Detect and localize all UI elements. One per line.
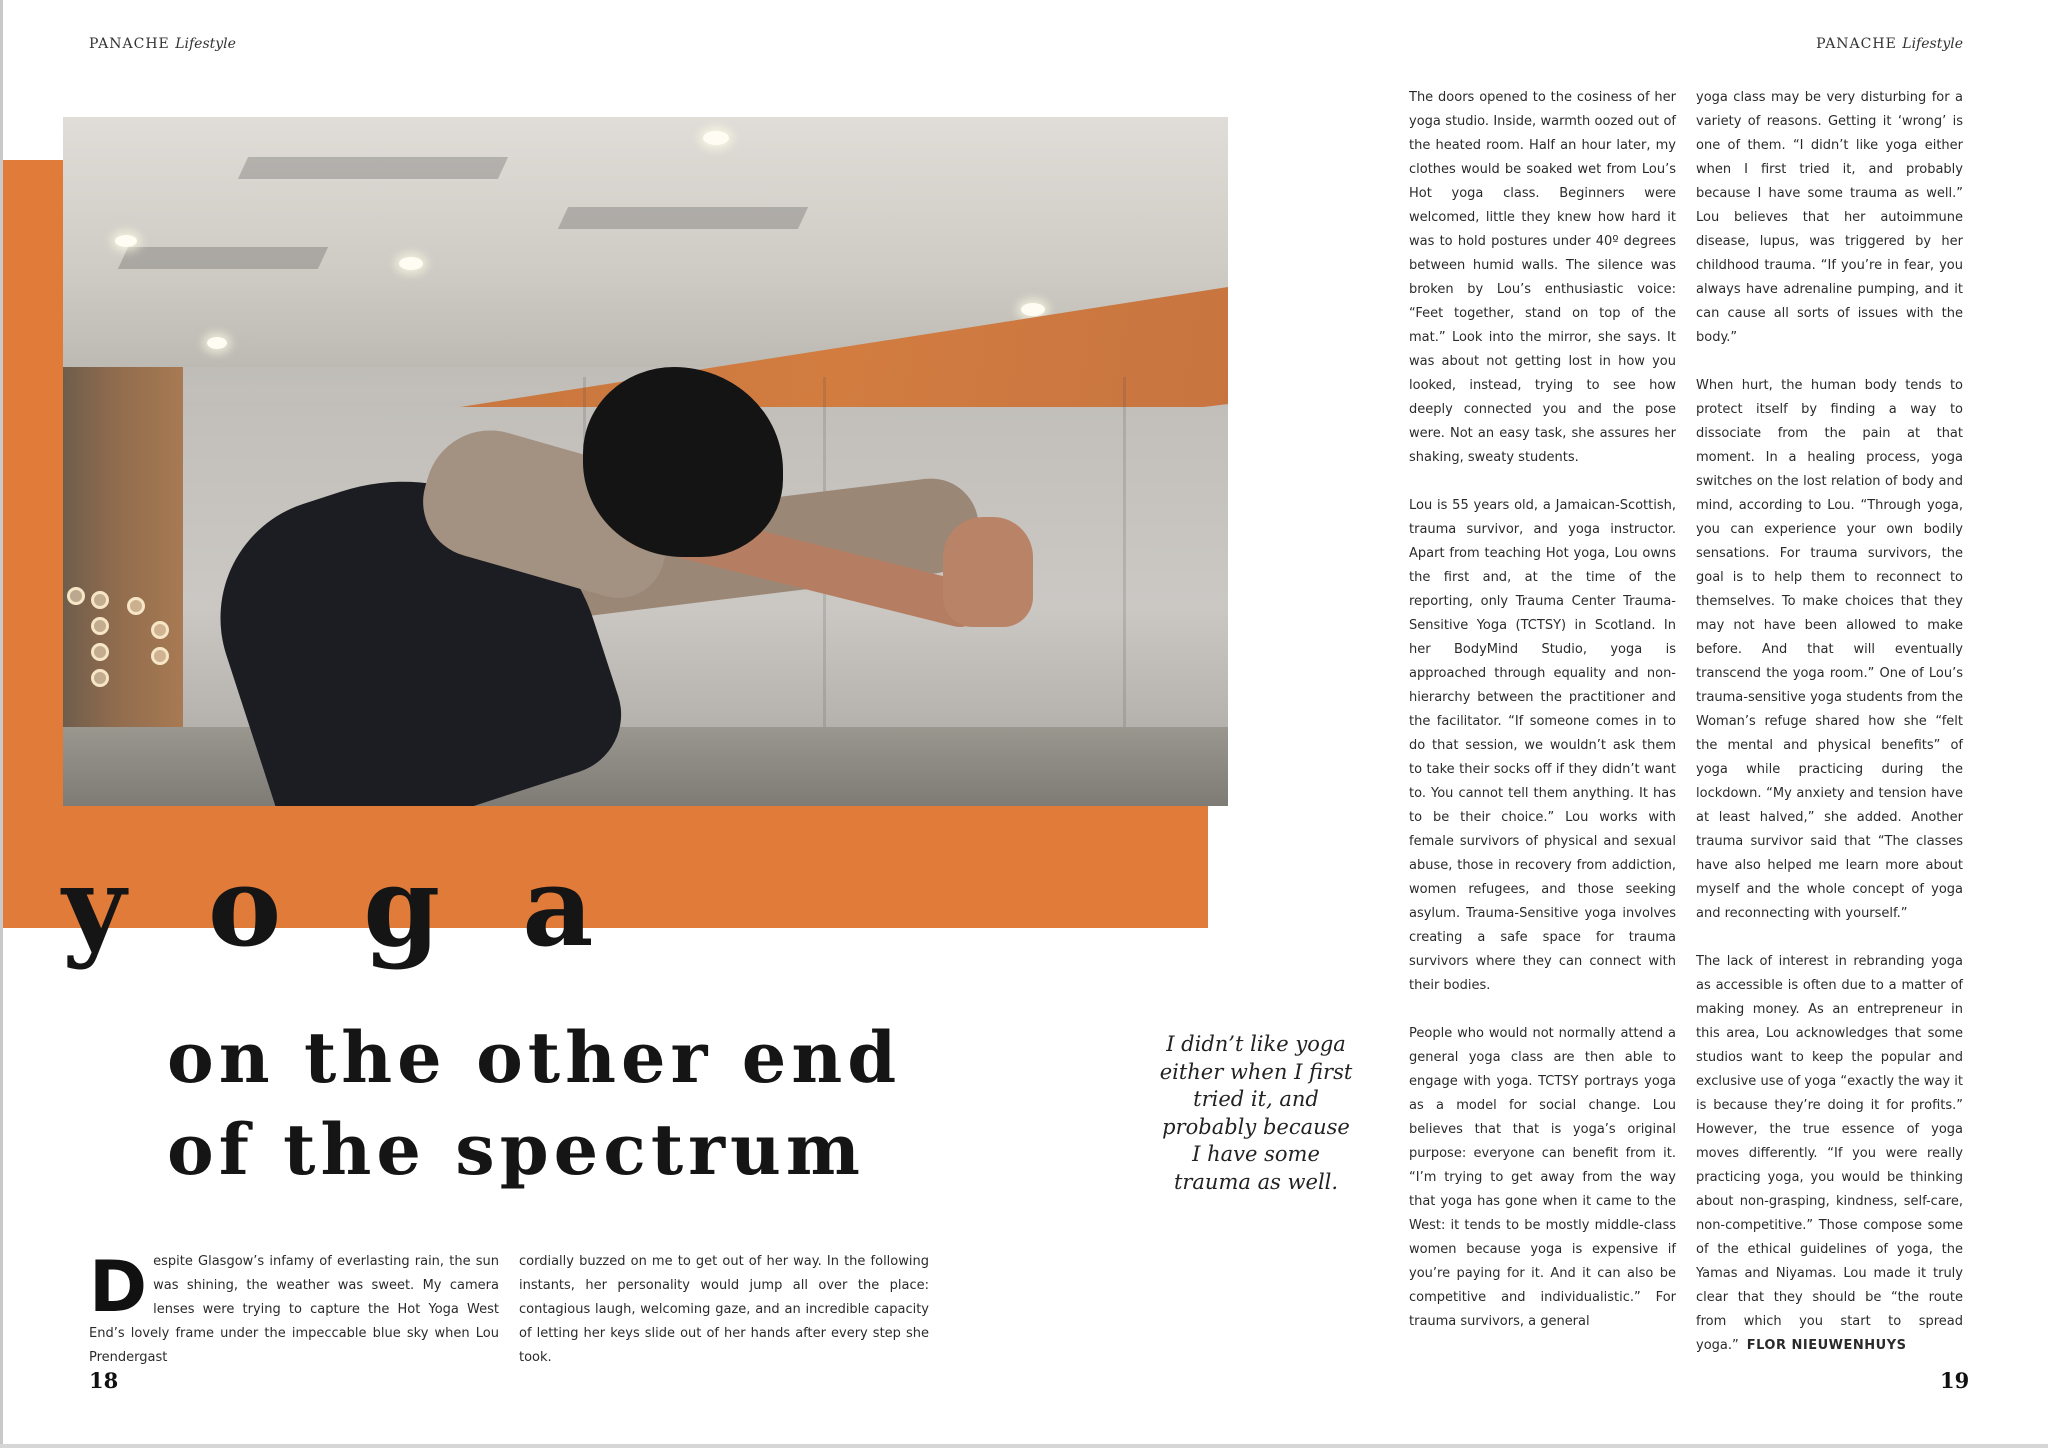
header-left bbox=[89, 36, 236, 52]
paragraph-final bbox=[1696, 950, 1963, 1358]
header-section: Lifestyle bbox=[175, 36, 236, 52]
figure-foot bbox=[943, 517, 1033, 627]
byline: FLOR NIEUWENHUYS bbox=[1746, 1338, 1907, 1353]
paragraph: yoga class may be very disturbing for a variety of reasons. Getting it ‘wrong’ is one of them. “I didn’t like yoga either when I first tried it, and probably because I have some trauma as well.” Lou believes that her autoimmune disease, lupus, was triggered by her childhood trauma. “If you’re in fear, you always have adrenaline pumping, and it can cause all sorts of issues with the body.” bbox=[1696, 90, 1963, 345]
paragraph: People who would not normally attend a general yoga class are then able to engage with yoga. TCTSY portrays yoga as a model for social change. Lou believes that that is yoga’s original purpose: everyone can benefit from it. “I’m trying to get away from the way that yoga has gone when it came to the West: it tends to be mostly middle-class women because yoga is expensive if you’re paying for it. And it can also be competitive and individualistic.” For trauma survivors, a general bbox=[1409, 1026, 1676, 1329]
bokeh-light bbox=[91, 617, 109, 635]
ceiling-vent bbox=[558, 207, 808, 229]
ceiling-vent bbox=[238, 157, 508, 179]
drop-cap: D bbox=[89, 1246, 148, 1328]
subtitle-line-1: on the other end bbox=[167, 1016, 902, 1099]
paragraph-text: The lack of interest in rebranding yoga as accessible is often due to a matter of making money. As an entrepreneur in this area, Lou acknowledges that some studios want to keep the popular and exclusive use of yoga “exactly the way it is because they’re doing it for profits.” However, the true essence of yoga moves differently. “If you were really practicing yoga, you would be thinking about non-grasping, kindness, self-care, non-competitive.” Those compose some of the ethical guidelines of yoga, the Yamas and Niyamas. Lou made it truly clear that they should be “the route from which you start to spread yoga.” bbox=[1696, 954, 1963, 1353]
paragraph: The doors opened to the cosiness of her yoga studio. Inside, warmth oozed out of the heated room. Half an hour later, my clothes would be soaked wet from Lou’s Hot yoga class. Beginners were welcomed, little they knew how hard it was to hold postures under 40º degrees between humid walls. The silence was broken by Lou’s enthusiastic voice: “Feet together, stand on top of the mat.” Look into the mirror, she says. It was about not getting lost in how you looked, instead, trying to see how deeply connected you and the pose were. Not an easy task, she assures her shaking, sweaty students. bbox=[1409, 90, 1676, 465]
bokeh-light bbox=[91, 643, 109, 661]
bokeh-light bbox=[91, 669, 109, 687]
page-number-left: 18 bbox=[89, 1368, 119, 1393]
ceiling-vent bbox=[118, 247, 328, 269]
bokeh-light bbox=[67, 587, 85, 605]
pull-quote: I didn’t like yoga either when I first tried it, and probably because I have some trauma as well. bbox=[1159, 1032, 1353, 1194]
intro-column-2 bbox=[519, 1250, 929, 1370]
page-number-right: 19 bbox=[1940, 1368, 1970, 1393]
header-section: Lifestyle bbox=[1902, 36, 1963, 52]
ceiling-light bbox=[207, 337, 227, 349]
intro-text-1: espite Glasgow’s infamy of everlasting rain, the sun was shining, the weather was sweet. My camera lenses were trying to capture the Hot Yoga West End’s lovely frame under the impeccable blue sky when Lou Prendergast bbox=[89, 1254, 499, 1365]
header-brand: PANACHE bbox=[1816, 36, 1897, 52]
ceiling-light bbox=[1021, 303, 1045, 316]
bokeh-light bbox=[127, 597, 145, 615]
ceiling-light bbox=[115, 235, 137, 247]
article-title: yoga bbox=[62, 842, 676, 971]
intro-column-1 bbox=[89, 1246, 499, 1370]
article-subtitle bbox=[167, 1012, 901, 1196]
ceiling-light bbox=[703, 131, 729, 145]
page-bottom-edge bbox=[0, 1444, 2048, 1448]
bokeh-light bbox=[151, 647, 169, 665]
yoga-photo bbox=[63, 117, 1228, 806]
photo-floor bbox=[63, 727, 1228, 806]
header-brand: PANACHE bbox=[89, 36, 170, 52]
bokeh-light bbox=[151, 621, 169, 639]
article-column-b bbox=[1696, 86, 1963, 1358]
article-column-a bbox=[1409, 86, 1676, 1334]
intro-text-2: cordially buzzed on me to get out of her way. In the following instants, her personality would jump all over the place: contagious laugh, welcoming gaze, and an incredible capacity of letting her keys slide out of her hands after every step she took. bbox=[519, 1254, 929, 1365]
paragraph: When hurt, the human body tends to protect itself by finding a way to dissociate from the pain at that moment. In a healing process, yoga switches on the lost relation of body and mind, according to Lou. “Through yoga, you can experience your own bodily sensations. For trauma survivors, the goal is to help them to reconnect to themselves. To make choices that they may not have been allowed to make before. And that will eventually transcend the yoga room.” One of Lou’s trauma-sensitive yoga students from the Woman’s refuge shared how she “felt the mental and physical benefits” of yoga while practicing during the lockdown. “My anxiety and tension have at least halved,” she added. Another trauma survivor said that “The classes have also helped me learn more about myself and the whole concept of yoga and reconnecting with yourself.” bbox=[1696, 378, 1963, 921]
paragraph: Lou is 55 years old, a Jamaican-Scottish, trauma survivor, and yoga instructor. Apart from teaching Hot yoga, Lou owns the first and, at the time of the reporting, only Trauma Center Trauma-Sensitive Yoga (TCTSY) in Scotland. In her BodyMind Studio, yoga is approached through equality and non-hierarchy between the practitioner and the facilitator. “If someone comes in to do that session, we wouldn’t ask them to take their socks off if they didn’t want to. You cannot tell them anything. It has to be their choice.” Lou works with female survivors of physical and sexual abuse, those in recovery from addiction, women refugees, and those seeking asylum. Trauma-Sensitive yoga involves creating a safe space for trauma survivors where they can connect with their bodies. bbox=[1409, 498, 1676, 993]
subtitle-line-2: of the spectrum bbox=[167, 1108, 865, 1191]
bokeh-light bbox=[91, 591, 109, 609]
header-right bbox=[1816, 36, 1963, 52]
ceiling-light bbox=[399, 257, 423, 270]
